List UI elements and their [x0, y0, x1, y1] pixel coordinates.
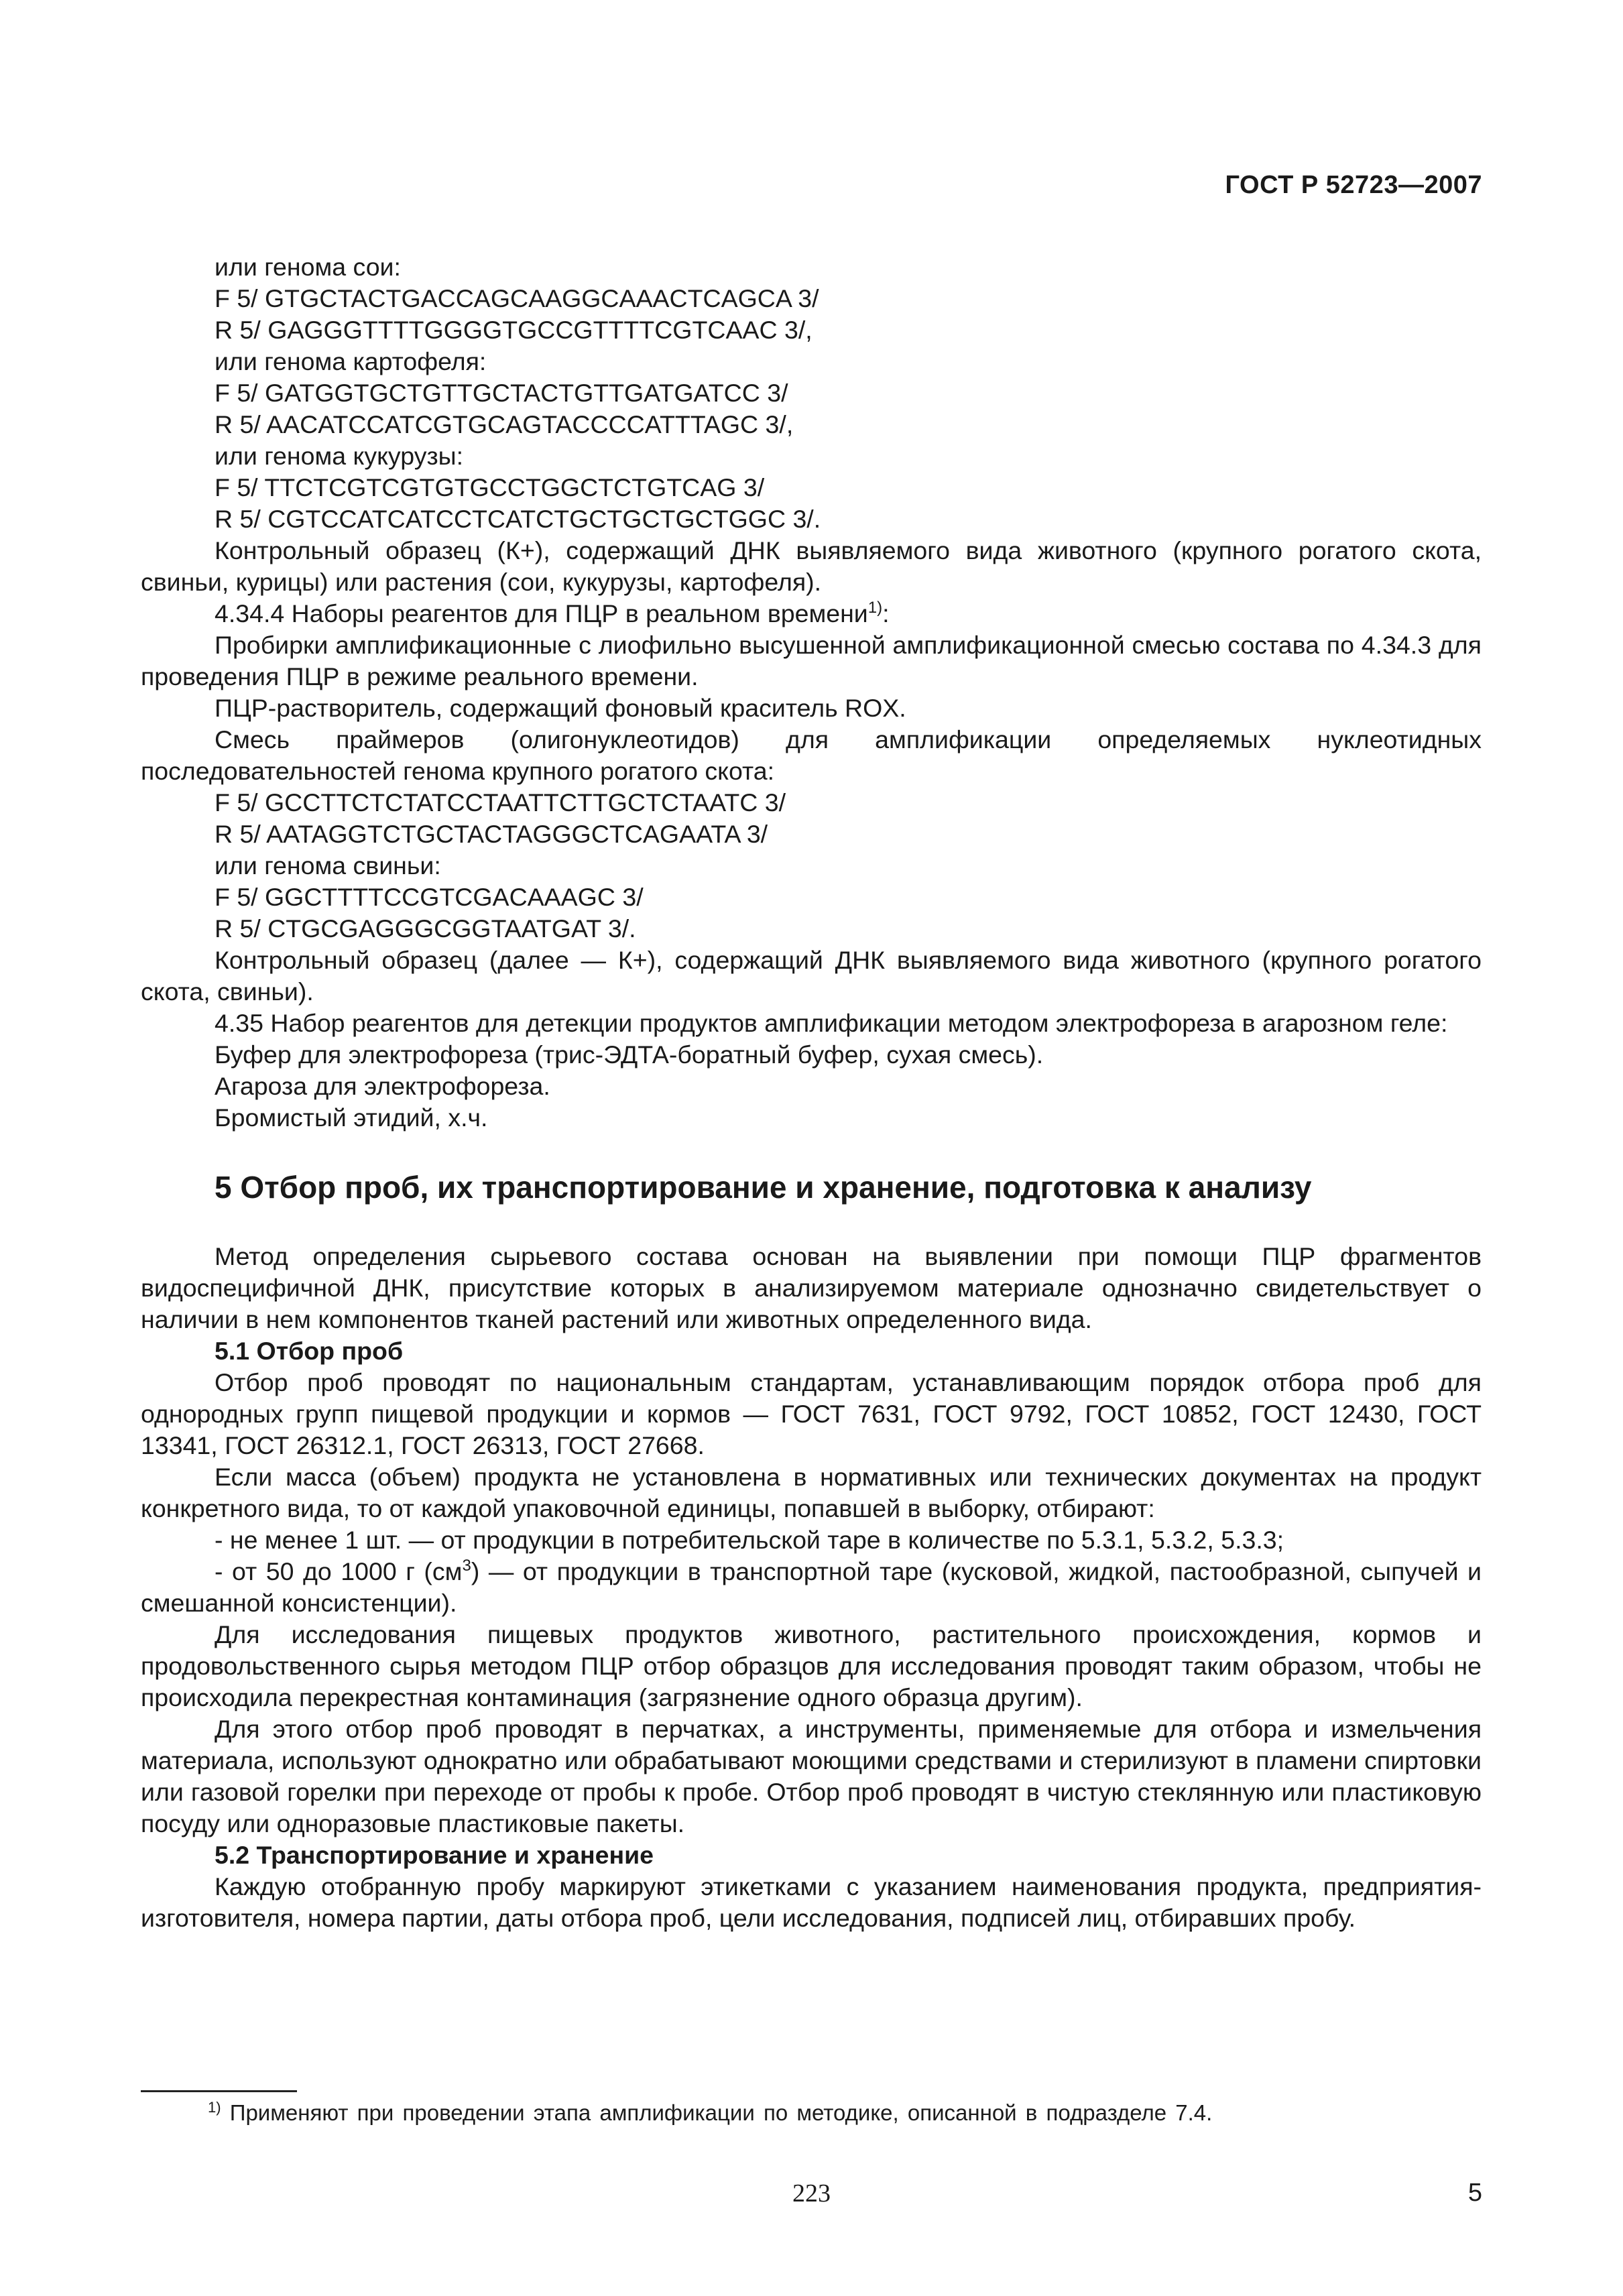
section-heading: 5 Отбор проб, их транспортирование и хранение, подготовка к анализу — [215, 1170, 1312, 1205]
paragraph: Контрольный образец (К+), содержащий ДНК выявляемого вида животного (крупного рогатого скота, свиньи, курицы) или растения (сои, кукурузы, картофеля). — [141, 536, 1482, 596]
paragraph: Для исследования пищевых продуктов животного, растительного происхождения, кормов и продовольственного сырья методом ПЦР отбор образцов для исследования проводят таким образом, чтобы не происходила перекрестная контаминация (загрязнение одного образца другим). — [141, 1620, 1482, 1711]
text-line: или генома картофеля: — [215, 347, 487, 375]
page-number-right: 5 — [1467, 2179, 1482, 2207]
paragraph: Каждую отобранную пробу маркируют этикетками с указанием наименования продукта, предприятия-изготовителя, номера партии, даты отбора проб, цели исследования, подписей лиц, отбиравших пробу. — [141, 1872, 1482, 1932]
paragraph: Если масса (объем) продукта не установлена в нормативных или технических документах на продукт конкретного вида, то от каждой упаковочной единицы, попавшей в выборку, отбирают: — [141, 1463, 1482, 1522]
primer-sequence: F 5/ GCCTTCTCTATCCTAATTCTTGCTCTAATC 3/ — [215, 788, 786, 817]
subsection-heading: 5.1 Отбор проб — [215, 1337, 404, 1365]
footnote-divider — [141, 2090, 297, 2092]
primer-sequence: R 5/ GAGGGTTTTGGGGTGCCGTTTTCGTCAAC 3/, — [215, 316, 813, 344]
primer-sequence: R 5/ CGTCCATCATCCTCATCTGCTGCTGCTGGC 3/. — [215, 505, 821, 533]
list-item — [141, 1556, 1482, 1619]
paragraph: Пробирки амплификационные с лиофильно высушенной амплификационной смесью состава по 4.34.3 для проведения ПЦР в режиме реального времени. — [141, 631, 1482, 690]
paragraph: ПЦР-растворитель, содержащий фоновый краситель ROX. — [215, 694, 906, 722]
paragraph: Контрольный образец (далее — К+), содержащий ДНК выявляемого вида животного (крупного рогатого скота, свиньи). — [141, 946, 1482, 1006]
text-line: или генома свиньи: — [215, 851, 441, 880]
footnote — [208, 2098, 1482, 2128]
page-number-center: 223 — [792, 2179, 831, 2208]
primer-sequence: F 5/ TTCTCGTCGTGTGCCTGGCTCTGTCAG 3/ — [215, 473, 765, 501]
paragraph: Для этого отбор проб проводят в перчатках, а инструменты, применяемые для отбора и измельчения материала, используют однократно или обрабатывают моющими средствами и стерилизуют в пламени спиртовки или газовой горелки при переходе от пробы к пробе. Отбор проб проводят в чистую стеклянную или пластиковую посуду или одноразовые пластиковые пакеты. — [141, 1715, 1482, 1837]
primer-sequence: R 5/ CTGCGAGGGCGGTAATGAT 3/. — [215, 914, 636, 943]
text-line: Агароза для электрофореза. — [215, 1072, 550, 1100]
subsection-heading: 5.2 Транспортирование и хранение — [215, 1841, 654, 1869]
text-line: или генома кукурузы: — [215, 442, 464, 470]
text-line: Буфер для электрофореза (трис-ЭДТА-боратный буфер, сухая смесь). — [215, 1040, 1044, 1069]
footnote-text: Применяют при проведении этапа амплификации по методике, описанной в подразделе 7.4. — [221, 2100, 1213, 2125]
subsection-title-text: 4.34.4 Наборы реагентов для ПЦР в реальном времени — [215, 599, 868, 627]
paragraph: Метод определения сырьевого состава основан на выявлении при помощи ПЦР фрагментов видоспецифичной ДНК, присутствие которых в анализируемом материале однозначно свидетельствует о наличии в нем компонентов тканей растений или животных определенного вида. — [141, 1242, 1482, 1333]
footnote-ref: 1) — [867, 599, 883, 617]
subsection-title-colon: : — [882, 599, 890, 627]
text-line: или генома сои: — [215, 253, 401, 281]
subsection-title — [141, 598, 1482, 629]
primer-sequence: R 5/ AACATCCATCGTGCAGTACCCCATTTAGC 3/, — [215, 410, 794, 438]
footnote-mark: 1) — [208, 2099, 221, 2116]
paragraph: Смесь праймеров (олигонуклеотидов) для амплификации определяемых нуклеотидных последовательностей генома крупного рогатого скота: — [141, 725, 1482, 785]
primer-sequence: R 5/ AATAGGTCTGCTACTAGGGCTCAGAATA 3/ — [215, 820, 768, 848]
main-content — [141, 251, 1482, 1934]
primer-sequence: F 5/ GTGCTACTGACCAGCAAGGCAAACTCAGCA 3/ — [215, 284, 819, 312]
paragraph: 4.35 Набор реагентов для детекции продуктов амплификации методом электрофореза в агарозном геле: — [215, 1009, 1448, 1037]
paragraph: Отбор проб проводят по национальным стандартам, устанавливающим порядок отбора проб для однородных групп пищевой продукции и кормов — ГОСТ 7631, ГОСТ 9792, ГОСТ 10852, ГОСТ 12430, ГОСТ 13341, ГОСТ 26312.1, ГОСТ 26313, ГОСТ 27668. — [141, 1368, 1482, 1459]
list-item-text: - от 50 до 1000 г (см — [215, 1557, 463, 1585]
list-item: - не менее 1 шт. — от продукции в потребительской таре в количестве по 5.3.1, 5.3.2, 5.3.3; — [215, 1526, 1284, 1554]
primer-sequence: F 5/ GATGGTGCTGTTGCTACTGTTGATGATCC 3/ — [215, 379, 788, 407]
superscript: 3 — [462, 1557, 471, 1575]
list-item-text: ) — от продукции в транспортной таре (кусковой, жидкой, пастообразной, сыпучей и смешанной консистенции). — [141, 1557, 1482, 1617]
primer-sequence: F 5/ GGCTTTTCCGTCGACAAAGC 3/ — [215, 883, 644, 911]
gost-code-header: ГОСТ Р 52723—2007 — [1225, 171, 1482, 199]
text-line: Бромистый этидий, х.ч. — [215, 1103, 488, 1132]
